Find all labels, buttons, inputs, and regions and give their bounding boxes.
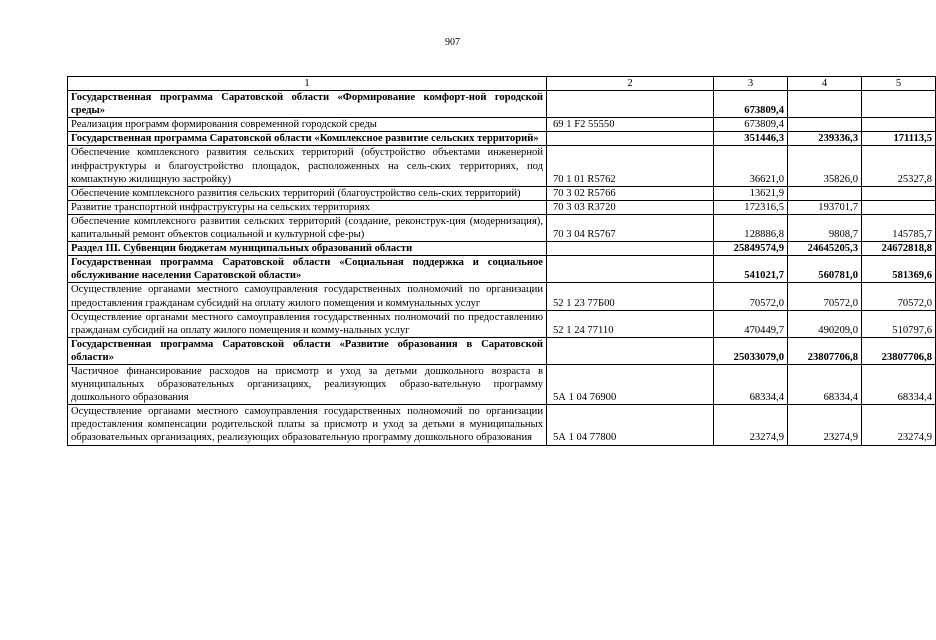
- row-code: 70 3 04 R5767: [547, 214, 714, 241]
- page-number: 907: [445, 37, 460, 48]
- row-value-col3: 25849574,9: [714, 242, 788, 256]
- header-row: [68, 77, 936, 91]
- header-col-5: 5: [862, 77, 936, 91]
- row-value-col3: 25033079,0: [714, 337, 788, 364]
- row-value-col3: 70572,0: [714, 283, 788, 310]
- row-value-col4: 239336,3: [788, 132, 862, 146]
- budget-table: [67, 76, 936, 446]
- row-name: Раздел III. Субвенции бюджетам муниципальных образований области: [68, 242, 547, 256]
- row-code: 70 3 03 R3720: [547, 200, 714, 214]
- row-value-col3: 36621,0: [714, 146, 788, 186]
- table-row: [68, 405, 936, 445]
- row-value-col5: 24672818,8: [862, 242, 936, 256]
- row-code: 5А 1 04 77800: [547, 405, 714, 445]
- row-value-col3: 128886,8: [714, 214, 788, 241]
- table-row: [68, 118, 936, 132]
- row-value-col5: 145785,7: [862, 214, 936, 241]
- row-name: Государственная программа Саратовской области «Формирование комфорт-ной городской среды»: [68, 91, 547, 118]
- row-value-col5: 70572,0: [862, 283, 936, 310]
- row-value-col3: 470449,7: [714, 310, 788, 337]
- table-row: [68, 364, 936, 404]
- row-code: 69 1 F2 55550: [547, 118, 714, 132]
- row-name: Частичное финансирование расходов на присмотр и уход за детьми дошкольного возраста в муниципальных образовательных организациях, реализующих образо-вательную программу дошкольного образования: [68, 364, 547, 404]
- row-value-col4: 560781,0: [788, 256, 862, 283]
- row-name: Государственная программа Саратовской области «Развитие образования в Саратовской области»: [68, 337, 547, 364]
- row-value-col4: 23807706,8: [788, 337, 862, 364]
- header-col-2: 2: [547, 77, 714, 91]
- table-row: [68, 146, 936, 186]
- row-value-col3: 13621,9: [714, 186, 788, 200]
- row-name: Осуществление органами местного самоуправления государственных полномочий по организации предоставления компенсации родительской платы за присмотр и уход за детьми в муниципальных образовательных организациях, реализующих образовательную программу дошкольного образования: [68, 405, 547, 445]
- row-value-col4: 24645205,3: [788, 242, 862, 256]
- row-name: Осуществление органами местного самоуправления государственных полномочий по организации предоставления гражданам субсидий на оплату жилого помещения и коммунальных услуг: [68, 283, 547, 310]
- row-name: Обеспечение комплексного развития сельских территорий (обустройство объектами инженерной инфраструктуры и благоустройство площадок, расположенных на сель-ских территориях, под компактную жилищную застройку): [68, 146, 547, 186]
- row-value-col5: 23274,9: [862, 405, 936, 445]
- row-value-col3: 351446,3: [714, 132, 788, 146]
- row-value-col4: 70572,0: [788, 283, 862, 310]
- row-value-col3: 541021,7: [714, 256, 788, 283]
- row-code: 70 1 01 R5762: [547, 146, 714, 186]
- row-code: [547, 132, 714, 146]
- header-col-4: 4: [788, 77, 862, 91]
- row-value-col5: 171113,5: [862, 132, 936, 146]
- row-code: 70 3 02 R5766: [547, 186, 714, 200]
- section-row: [68, 337, 936, 364]
- row-value-col4: [788, 118, 862, 132]
- section-row: [68, 132, 936, 146]
- table-body: [68, 77, 936, 446]
- table-row: [68, 186, 936, 200]
- row-name: Обеспечение комплексного развития сельских территорий (благоустройство сель-ских территорий): [68, 186, 547, 200]
- row-code: [547, 337, 714, 364]
- row-value-col5: [862, 91, 936, 118]
- row-value-col5: 25327,8: [862, 146, 936, 186]
- row-code: 5А 1 04 76900: [547, 364, 714, 404]
- row-value-col5: 510797,6: [862, 310, 936, 337]
- section-row: [68, 242, 936, 256]
- row-name: Государственная программа Саратовской области «Комплексное развитие сельских территорий»: [68, 132, 547, 146]
- row-value-col5: [862, 186, 936, 200]
- row-value-col3: 172316,5: [714, 200, 788, 214]
- row-value-col3: 23274,9: [714, 405, 788, 445]
- section-row: [68, 256, 936, 283]
- row-value-col5: [862, 118, 936, 132]
- row-code: [547, 256, 714, 283]
- section-row: [68, 91, 936, 118]
- row-code: [547, 91, 714, 118]
- row-name: Осуществление органами местного самоуправления государственных полномочий по предоставлению гражданам субсидий на оплату жилого помещения и комму-нальных услуг: [68, 310, 547, 337]
- row-code: 52 1 24 77110: [547, 310, 714, 337]
- row-value-col4: 193701,7: [788, 200, 862, 214]
- row-value-col5: 581369,6: [862, 256, 936, 283]
- table-row: [68, 283, 936, 310]
- row-value-col3: 673809,4: [714, 91, 788, 118]
- row-value-col4: [788, 91, 862, 118]
- row-code: 52 1 23 77Б00: [547, 283, 714, 310]
- row-value-col5: [862, 200, 936, 214]
- row-name: Обеспечение комплексного развития сельских территорий (создание, реконструк-ция (модернизация), капитальный ремонт объектов социальной и культурной сфе-ры): [68, 214, 547, 241]
- row-value-col3: 68334,4: [714, 364, 788, 404]
- table-row: [68, 310, 936, 337]
- row-name: Государственная программа Саратовской области «Социальная поддержка и социальное обслуживание населения Саратовской области»: [68, 256, 547, 283]
- table-row: [68, 200, 936, 214]
- row-value-col4: 23274,9: [788, 405, 862, 445]
- row-name: Реализация программ формирования современной городской среды: [68, 118, 547, 132]
- row-name: Развитие транспортной инфраструктуры на сельских территориях: [68, 200, 547, 214]
- row-value-col5: 23807706,8: [862, 337, 936, 364]
- header-col-1: 1: [68, 77, 547, 91]
- header-col-3: 3: [714, 77, 788, 91]
- row-value-col4: 490209,0: [788, 310, 862, 337]
- row-value-col4: [788, 186, 862, 200]
- row-code: [547, 242, 714, 256]
- row-value-col4: 35826,0: [788, 146, 862, 186]
- table-row: [68, 214, 936, 241]
- row-value-col5: 68334,4: [862, 364, 936, 404]
- row-value-col4: 68334,4: [788, 364, 862, 404]
- row-value-col3: 673809,4: [714, 118, 788, 132]
- row-value-col4: 9808,7: [788, 214, 862, 241]
